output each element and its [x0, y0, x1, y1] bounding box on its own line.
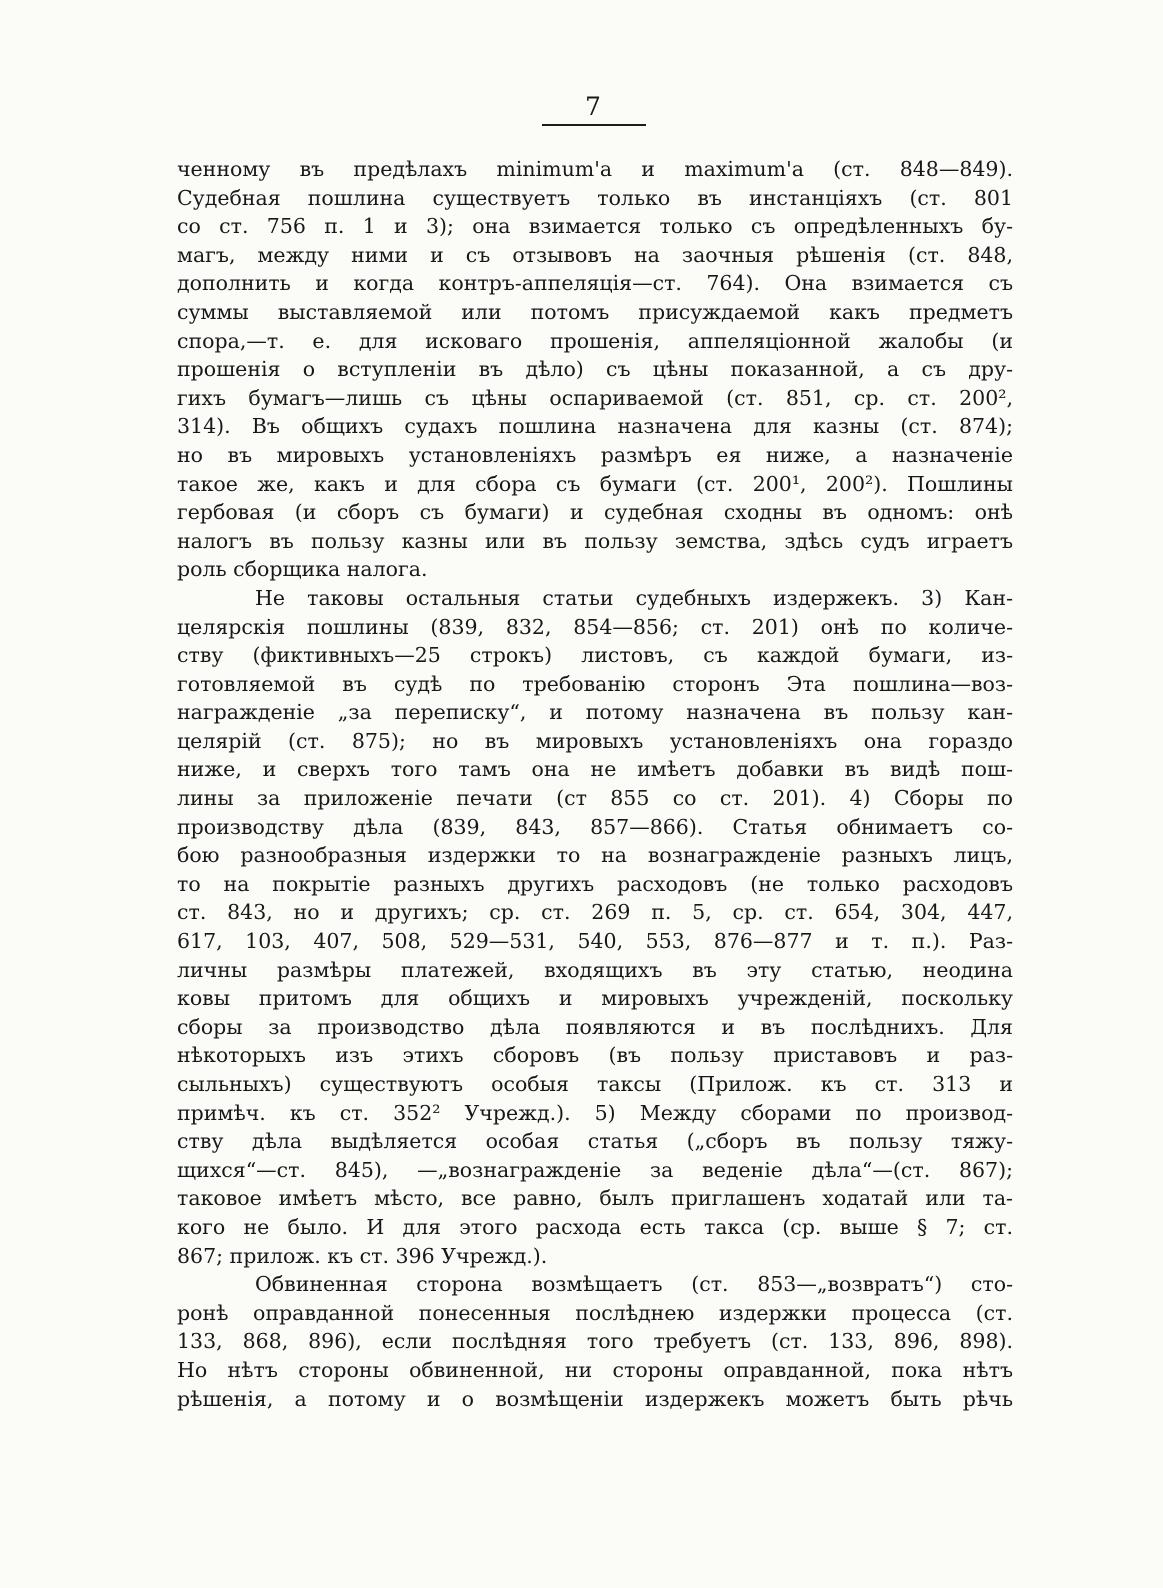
text-line: нѣкоторыхъ изъ этихъ сборовъ (въ пользу приставовъ и раз- — [177, 1043, 1013, 1068]
text-line: готовляемой въ судѣ по требованію сторонъ Эта пошлина—воз- — [177, 671, 1013, 696]
text-line: 314). Въ общихъ судахъ пошлина назначена для казны (ст. 874); — [177, 414, 1013, 439]
text-line: такое же, какъ и для сбора съ бумаги (ст. 200¹, 200²). Пошлины — [177, 471, 1013, 496]
text-line: ковы притомъ для общихъ и мировыхъ учрежденій, поскольку — [177, 986, 1013, 1011]
text-line: целярскія пошлины (839, 832, 854—856; ст. 201) онѣ по количе- — [177, 614, 1013, 639]
text-line: магъ, между ними и съ отзывовъ на заочныя рѣшенія (ст. 848, — [177, 242, 1013, 267]
text-line: роль сборщика налога. — [177, 557, 428, 582]
text-line: налогъ въ пользу казны или въ пользу земства, здѣсь судъ играетъ — [177, 528, 1013, 553]
text-line: личны размѣры платежей, входящихъ въ эту статью, неодина — [177, 957, 1013, 982]
text-line: таковое имѣетъ мѣсто, все равно, былъ приглашенъ ходатай или та- — [177, 1186, 1013, 1211]
text-line: бою разнообразныя издержки то на вознагражденіе разныхъ лицъ, — [177, 843, 1013, 868]
text-line: щихся“—ст. 845), —„вознагражденіе за веденіе дѣла“—(ст. 867); — [177, 1157, 1013, 1182]
text-line: гербовая (и сборъ съ бумаги) и судебная сходны въ одномъ: онѣ — [177, 500, 1013, 525]
text-line: сыльныхъ) существуютъ особыя таксы (Прилож. къ ст. 313 и — [177, 1072, 1013, 1096]
body-text — [177, 155, 1013, 1413]
text-line: Не таковы остальныя статьи судебныхъ издержекъ. 3) Кан- — [255, 585, 1013, 610]
text-line: лины за приложеніе печати (ст 855 со ст. 201). 4) Сборы по — [177, 786, 1013, 811]
text-line: но въ мировыхъ установленіяхъ размѣръ ея ниже, а назначеніе — [177, 442, 1013, 467]
paragraph-3 — [177, 1270, 1013, 1413]
text-line: 133, 868, 896), если послѣдняя того требуетъ (ст. 133, 896, 898). — [177, 1329, 1013, 1354]
page-number: 7 — [585, 92, 601, 121]
text-line: ству дѣла выдѣляется особая статья („сборъ въ пользу тяжу- — [177, 1129, 1013, 1154]
text-line: сборы за производство дѣла появляются и въ послѣднихъ. Для — [177, 1014, 1013, 1039]
paragraph-1 — [177, 155, 1013, 584]
text-line: суммы выставляемой или потомъ присуждаемой какъ предметъ — [177, 299, 1013, 324]
text-line: целярій (ст. 875); но въ мировыхъ установленіяхъ она гораздо — [177, 728, 1013, 753]
text-line: ниже, и сверхъ того тамъ она не имѣетъ добавки въ видѣ пош- — [177, 757, 1013, 782]
text-line: примѣч. къ ст. 352² Учрежд.). 5) Между сборами по производ- — [177, 1100, 1013, 1125]
text-line: спора,—т. е. для исковаго прошенія, аппеляціонной жалобы (и — [177, 328, 1013, 353]
text-line: 617, 103, 407, 508, 529—531, 540, 553, 876—877 и т. п.). Раз- — [177, 929, 1013, 954]
text-line: дополнить и когда контръ-аппеляція—ст. 764). Она взимается съ — [177, 271, 1013, 296]
text-line: Судебная пошлина существуетъ только въ инстанціяхъ (ст. 801 — [177, 185, 1013, 210]
text-line: Обвиненная сторона возмѣщаетъ (ст. 853—„возвратъ“) сто- — [255, 1272, 1013, 1297]
text-line: то на покрытіе разныхъ другихъ расходовъ (не только расходовъ — [177, 871, 1013, 896]
text-line: ронѣ оправданной понесенныя послѣднею издержки процесса (ст. — [177, 1300, 1013, 1325]
text-line: кого не было. И для этого расхода есть такса (ср. выше § 7; ст. — [177, 1214, 1013, 1239]
text-line: ству (фиктивныхъ—25 строкъ) листовъ, съ каждой бумаги, из- — [177, 643, 1013, 668]
text-line: Но нѣтъ стороны обвиненной, ни стороны оправданной, пока нѣтъ — [177, 1357, 1013, 1382]
text-line: прошенія о вступленіи въ дѣло) съ цѣны показанной, а съ дру- — [177, 357, 1013, 382]
text-line: рѣшенія, а потому и о возмѣщеніи издержекъ можетъ быть рѣчь — [177, 1386, 1013, 1411]
text-line: 867; прилож. къ ст. 396 Учрежд.). — [177, 1243, 548, 1268]
text-line: производству дѣла (839, 843, 857—866). Статья обнимаетъ со- — [177, 814, 1013, 839]
text-line: ченному въ предѣлахъ minimum'а и maximum'а (ст. 848—849). — [177, 157, 1013, 181]
paragraph-2 — [177, 584, 1013, 1270]
text-line: со ст. 756 п. 1 и 3); она взимается только съ опредѣленныхъ бу- — [177, 214, 1013, 239]
text-line: гихъ бумагъ—лишь съ цѣны оспариваемой (ст. 851, ср. ст. 200², — [177, 385, 1013, 410]
page-number-rule — [542, 124, 646, 126]
text-line: награжденіе „за переписку“, и потому назначена въ пользу кан- — [177, 700, 1013, 725]
text-line: ст. 843, но и другихъ; ср. ст. 269 п. 5, ср. ст. 654, 304, 447, — [177, 900, 1013, 925]
